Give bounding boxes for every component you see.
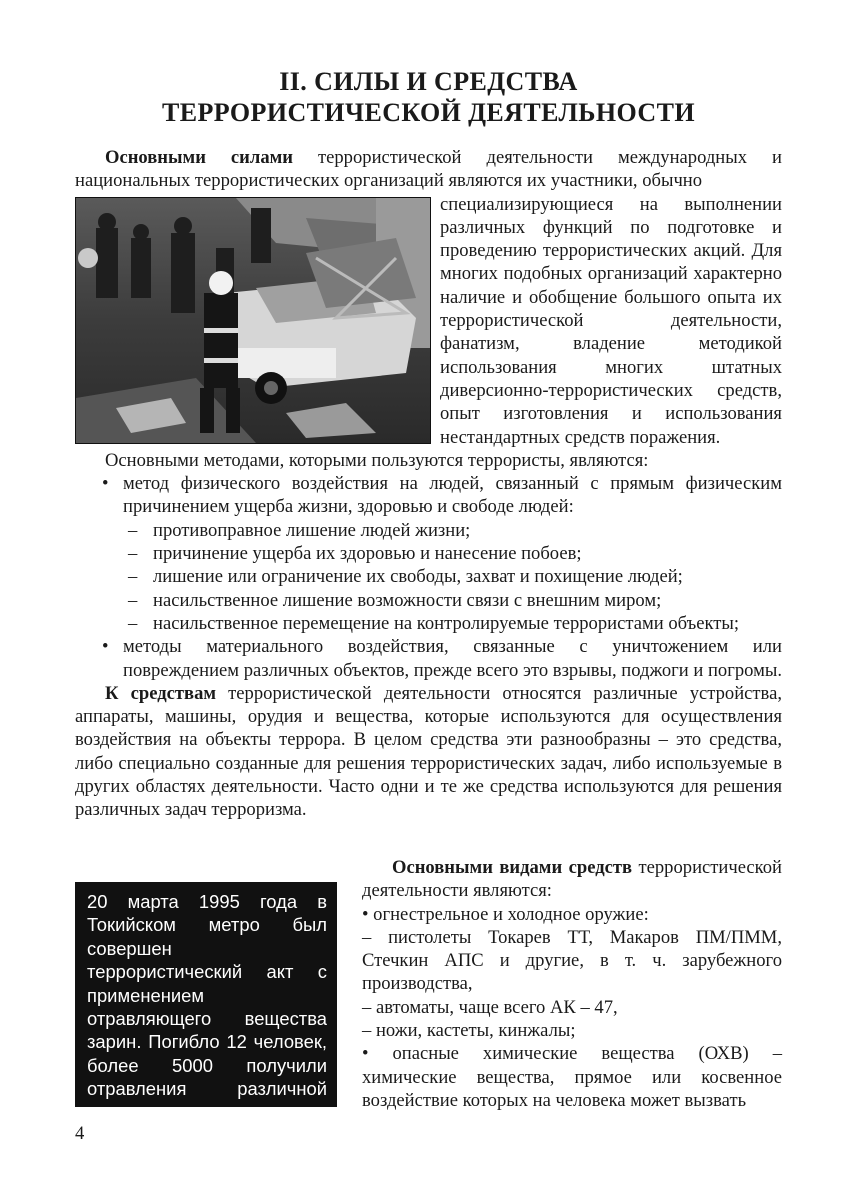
dash-marker: – bbox=[128, 543, 138, 565]
title-line-1: II. СИЛЫ И СРЕДСТВА bbox=[279, 67, 578, 96]
bullet-marker: • bbox=[102, 636, 109, 658]
means-paragraph bbox=[75, 682, 782, 822]
types-intro bbox=[362, 856, 782, 903]
title-line-2: ТЕРРОРИСТИЧЕСКОЙ ДЕЯТЕЛЬНОСТИ bbox=[162, 98, 695, 127]
bullet-marker: • bbox=[102, 473, 109, 495]
types-item: • огнестрельное и холодное оружие: bbox=[362, 903, 649, 925]
submethod-text: противоправное лишение людей жизни; bbox=[153, 519, 471, 541]
intro-paragraph bbox=[75, 146, 782, 193]
intro-text-start: террористической деятельности международных и национальных террористических организаций являются их участники, обычно bbox=[75, 147, 782, 192]
method-item-material bbox=[75, 635, 782, 682]
physical-submethods-list bbox=[75, 519, 782, 635]
page-title bbox=[75, 66, 782, 128]
methods-intro: Основными методами, которыми пользуются террористы, являются: bbox=[105, 449, 649, 471]
intro-bold: Основными силами bbox=[105, 147, 293, 168]
rescue-photo-image bbox=[76, 198, 430, 443]
means-bold: К средствам bbox=[105, 682, 217, 704]
submethod-text: причинение ущерба их здоровью и нанесение побоев; bbox=[153, 543, 582, 565]
page-number: 4 bbox=[75, 1123, 85, 1144]
dash-marker: – bbox=[128, 519, 138, 541]
types-text: террористической деятельности являются: bbox=[362, 857, 782, 902]
types-item: – ножи, кастеты, кинжалы; bbox=[362, 1020, 576, 1042]
intro-paragraph-continued: специализирующиеся на выполнении различных функций по подготовке и проведению террористических акций. Для многих подобных организаций характерно наличие и обобщение большого опыта их террористической деятельности, фанатизм, владение методикой использования многих штатных диверсионно-террористических средств, опыт изготовления и использования нестандартных средств поражения. bbox=[440, 193, 782, 448]
main-text bbox=[75, 146, 782, 822]
fact-sidebox bbox=[75, 882, 337, 1123]
types-item: – пистолеты Токарев ТТ, Макаров ПМ/ПММ, Стечкин АПС и другие, в т. ч. зарубежного производства, bbox=[362, 926, 782, 995]
submethod-item bbox=[75, 519, 782, 542]
types-item: • опасные химические вещества (ОХВ) – химические вещества, прямое или косвенное воздействие которых на человека может вызвать bbox=[362, 1043, 782, 1111]
submethod-item bbox=[75, 565, 782, 588]
submethod-item bbox=[75, 589, 782, 612]
submethod-item bbox=[75, 612, 782, 635]
submethod-text: лишение или ограничение их свободы, захват и похищение людей; bbox=[153, 566, 683, 588]
types-bold: Основными видами средств bbox=[392, 857, 633, 878]
sidebox-text: 20 марта 1995 года в Токийском метро был совершен террористический акт с применением отравляющего вещества зарин. Погибло 12 человек, более 5000 получили отравления различной степени тяжести. bbox=[87, 891, 327, 1123]
dash-marker: – bbox=[128, 589, 138, 611]
types-item: – автоматы, чаще всего АК – 47, bbox=[362, 996, 618, 1018]
dash-marker: – bbox=[128, 612, 138, 634]
rescue-photo bbox=[75, 197, 431, 444]
submethod-text: насильственное лишение возможности связи с внешним миром; bbox=[153, 589, 662, 611]
dash-marker: – bbox=[128, 566, 138, 588]
means-types-column bbox=[362, 856, 782, 1112]
method-text: методы материального воздействия, связанные с уничтожением или повреждением различных объектов, прежде всего это взрывы, поджоги и погромы. bbox=[123, 636, 782, 681]
method-item-physical bbox=[75, 472, 782, 635]
means-text: террористической деятельности относятся различные устройства, аппараты, машины, орудия и вещества, которые используются для осуществления воздействия на объекты террора. В целом средства эти разнообразны – это средства, либо специально созданные для решения террористических задач, либо используемые в других областях деятельности. Часто одни и те же средства используются для решения различных задач терроризма. bbox=[75, 682, 782, 821]
submethod-item bbox=[75, 542, 782, 565]
submethod-text: насильственное перемещение на контролируемые террористами объекты; bbox=[153, 612, 740, 634]
method-text: метод физического воздействия на людей, связанный с прямым физическим причинением ущерба жизни, здоровью и свободе людей: bbox=[123, 473, 782, 518]
methods-list bbox=[75, 472, 782, 682]
